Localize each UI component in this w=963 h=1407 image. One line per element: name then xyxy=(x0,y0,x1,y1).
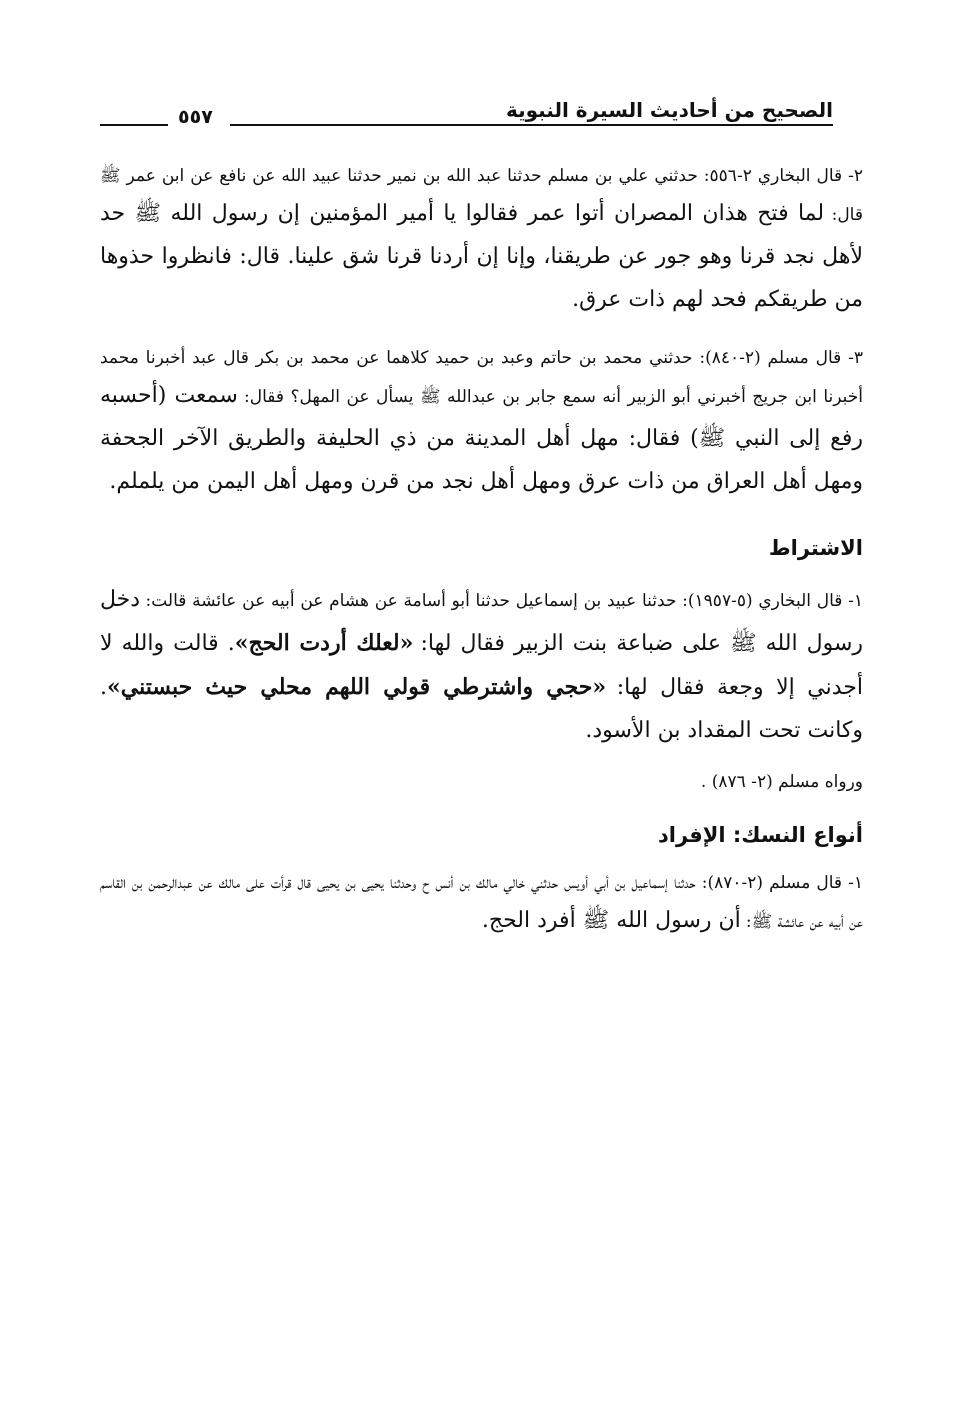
hadith-ishtirat-quote-2: «حجي واشترطي قولي اللهم محلي حيث حبستني» xyxy=(107,674,607,700)
hadith-3 xyxy=(100,342,863,504)
header-rule-long xyxy=(230,124,833,126)
page-header xyxy=(100,96,833,136)
hadith-ifrad-matn: أن رسول الله ﷺ أفرد الحج. xyxy=(481,908,741,934)
hadith-2-isnad: ٢- قال البخاري ٢-٥٥٦: حدثني علي بن مسلم حدثنا عبد الله بن نمير حدثنا عبيد الله عن نافع عن ابن عمر ﷺ قال: xyxy=(100,166,863,226)
hadith-ifrad-isnad: ١- قال مسلم (٢-٨٧٠): حدثنا إسماعيل بن أبي أويس حدثني خالي مالك بن أنس ح وحدثنا يحيى بن يحيى قال قرأت على مالك عن عبدالرحمن بن القاسم عن أبيه عن عائشة ﷺ: xyxy=(100,872,863,933)
hadith-ishtirat-quote-1: «لعلك أردت الحج» xyxy=(234,630,414,657)
section-heading-ifrad: أنواع النسك: الإفراد xyxy=(657,823,863,848)
page-number: ٥٥٧ xyxy=(178,106,213,128)
hadith-ifrad xyxy=(100,867,863,943)
hadith-ishtirat-matn-3: . وكانت تحت المقداد بن الأسود. xyxy=(100,675,863,743)
hadith-2 xyxy=(100,160,863,322)
hadith-3-isnad: ٣- قال مسلم (٢-٨٤٠): حدثني محمد بن حاتم وعبد بن حميد كلاهما عن محمد بن بكر قال عبد أخبرنا محمد أخبرنا ابن جريج أخبرني أبو الزبير أنه سمع جابر بن عبدالله ﷺ يسأل عن المهل؟ فقال: xyxy=(100,347,863,407)
narration-note: ورواه مسلم (٢- ٨٧٦) . xyxy=(700,771,863,792)
hadith-3-matn: سمعت (أحسبه رفع إلى النبي ﷺ) فقال: مهل أهل المدينة من ذي الحليفة والطريق الآخر الجحفة ومهل أهل العراق من ذات عرق ومهل أهل نجد من قرن ومهل أهل اليمن من يلملم. xyxy=(100,382,863,494)
header-rule-short xyxy=(100,124,168,126)
hadith-2-matn: لما فتح هذان المصران أتوا عمر فقالوا يا أمير المؤمنين إن رسول الله ﷺ حد لأهل نجد قرنا وهو جور عن طريقنا، وإنا إن أردنا قرنا شق علينا. قال: فانظروا حذوها من طريقكم فحد لهم ذات عرق. xyxy=(100,201,863,312)
hadith-ishtirat-isnad: ١- قال البخاري (٥-١٩٥٧): حدثنا عبيد بن إسماعيل حدثنا أبو أسامة عن هشام عن أبيه عن عائشة قالت: xyxy=(145,591,863,612)
section-heading-ishtirat: الاشتراط xyxy=(768,535,863,560)
hadith-ishtirat-matn-2: . قالت والله لا أجدني إلا وجعة فقال لها: xyxy=(100,631,863,700)
hadith-ishtirat-matn-1: دخل رسول الله ﷺ على ضباعة بنت الزبير فقال لها: xyxy=(100,587,864,657)
hadith-ishtirat xyxy=(100,579,863,753)
page-body xyxy=(100,160,863,943)
book-title: الصحيح من أحاديث السيرة النبوية xyxy=(505,98,833,122)
